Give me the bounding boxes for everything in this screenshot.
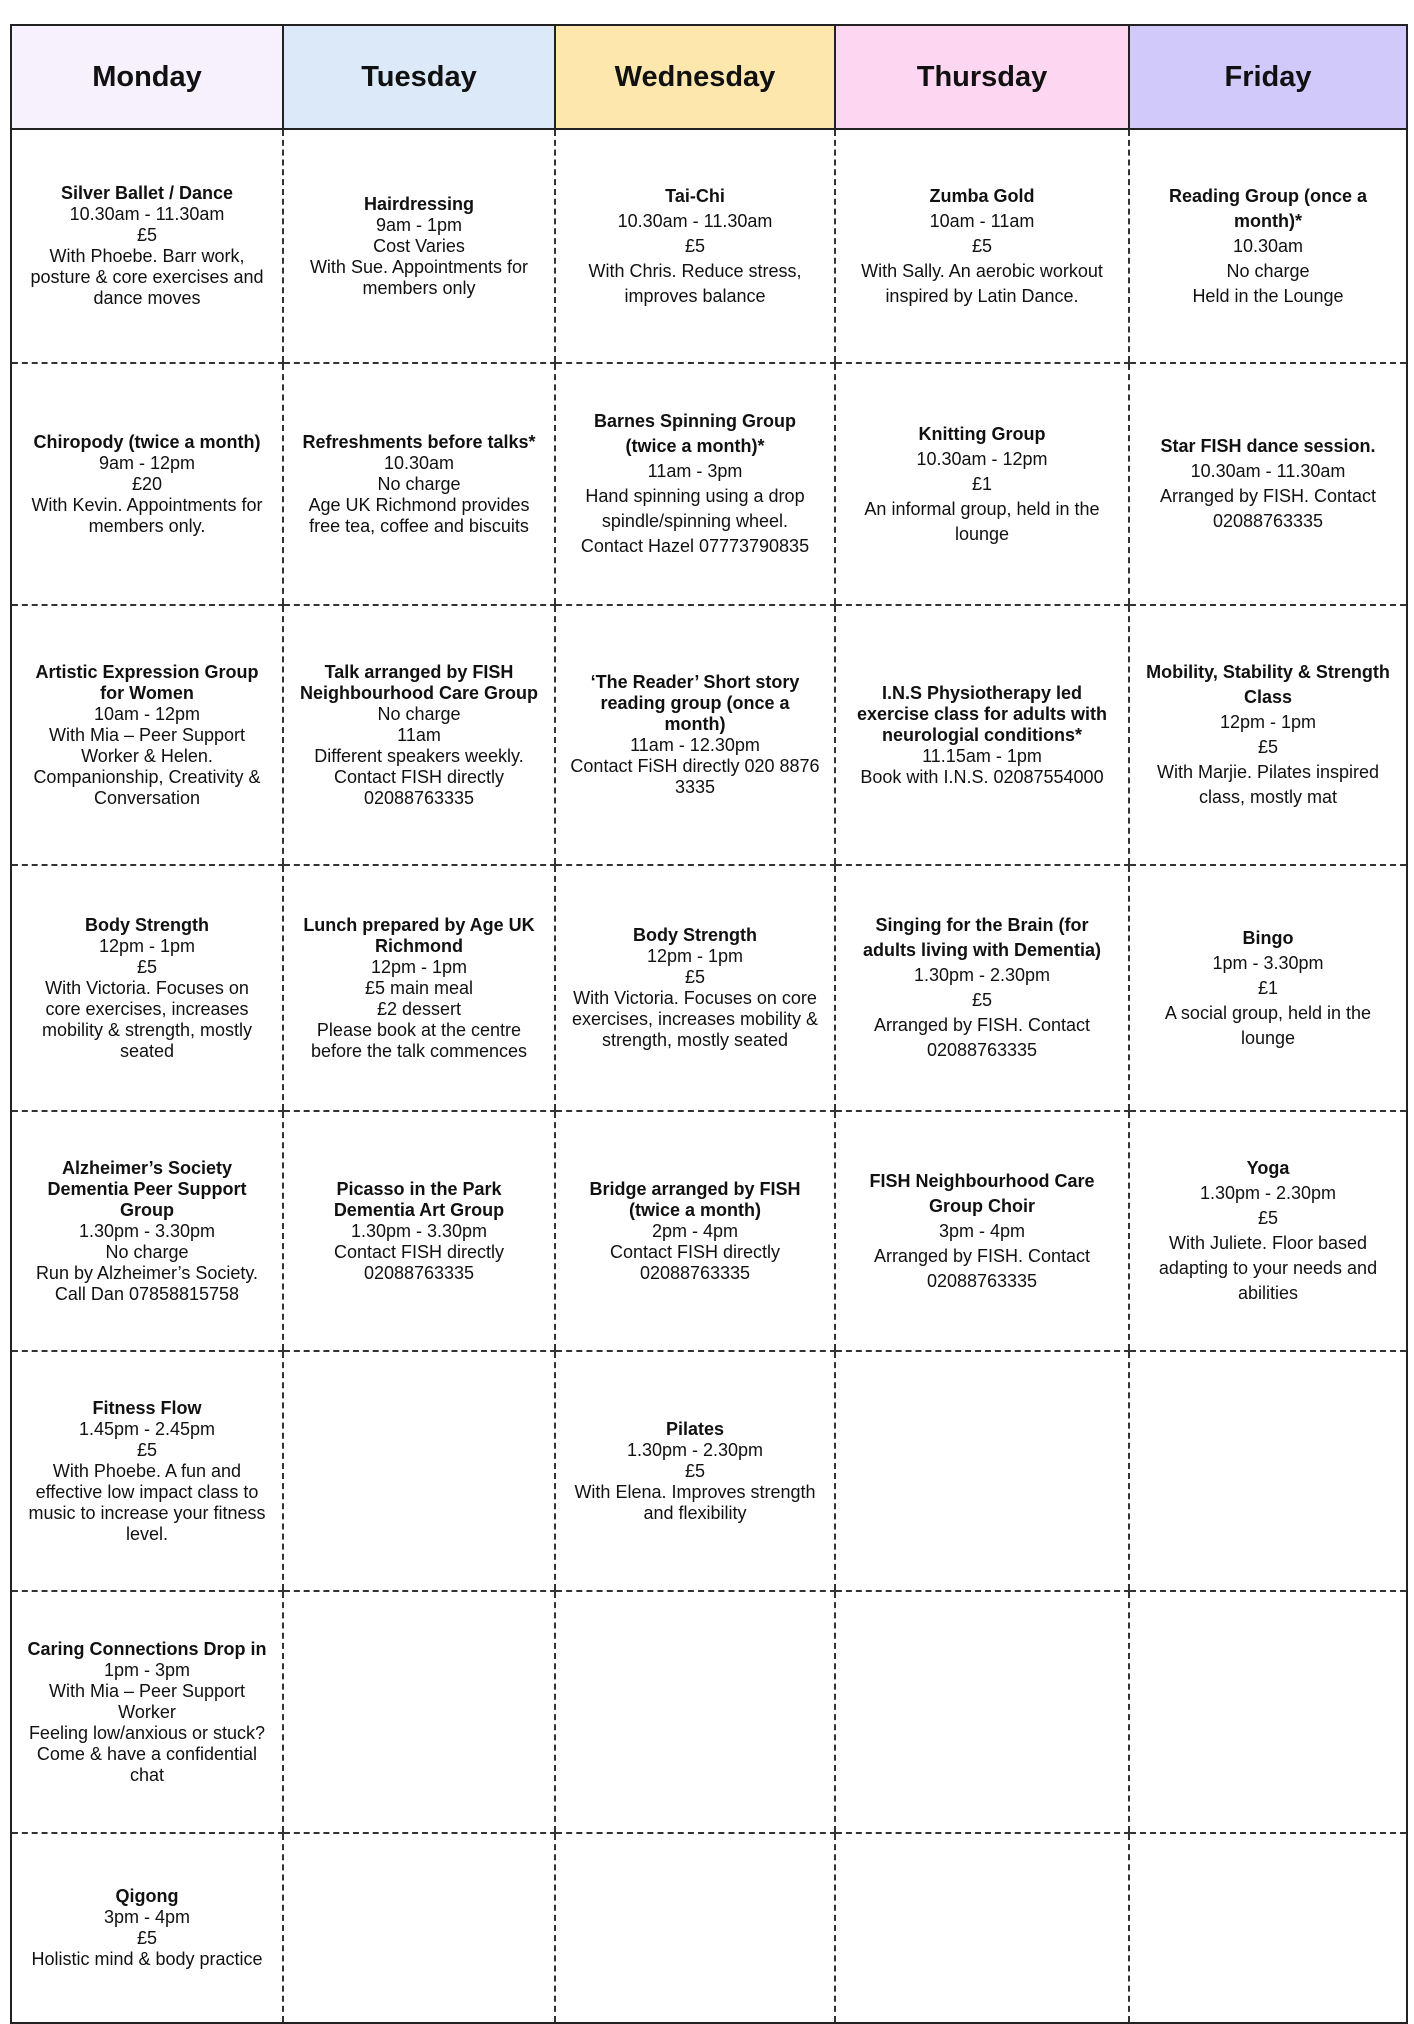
session-detail: Please book at the centre before the talk commences [310, 1019, 528, 1061]
session-title: Mobility, Stability & Strength Class [1146, 662, 1390, 707]
session-cell-thursday [835, 605, 1129, 865]
session-detail: 1.30pm - 2.30pm [1199, 1183, 1337, 1203]
session-detail: 1pm - 3.30pm [1212, 952, 1324, 973]
session-title: Yoga [1246, 1158, 1290, 1178]
session-detail: Contact FISH directly 02088763335 [609, 1241, 781, 1283]
session-detail: With Chris. Reduce stress, improves balance [588, 260, 802, 306]
session-detail: £5 [684, 1460, 706, 1481]
session-cell-tuesday [283, 1111, 555, 1351]
empty-cell [283, 1591, 555, 1833]
session-detail: £5 [971, 235, 993, 256]
session-detail: No charge [377, 473, 461, 494]
session-detail: 12pm - 1pm [98, 935, 196, 956]
session-detail: Contact FiSH directly 020 8876 3335 [570, 756, 820, 797]
session-title: Barnes Spinning Group (twice a month)* [593, 411, 796, 456]
session-detail: No charge [377, 703, 461, 724]
session-cell-monday [11, 865, 283, 1111]
session-cell-monday [11, 1351, 283, 1591]
day-header-monday: Monday [11, 25, 283, 129]
session-title: Fitness Flow [92, 1397, 202, 1418]
session-detail: With Marjie. Pilates inspired class, mostly mat [1156, 762, 1380, 807]
session-title: Chiropody (twice a month) [33, 431, 261, 452]
session-detail: Contact FISH directly 02088763335 [333, 1241, 505, 1283]
session-title: Caring Connections Drop in [27, 1638, 267, 1659]
session-detail: 11am [397, 724, 441, 745]
session-cell-tuesday [283, 605, 555, 865]
session-detail: Run by Alzheimer’s Society. Call Dan 07858815758 [35, 1262, 259, 1304]
session-detail: £5 [971, 990, 993, 1010]
session-detail: 1.30pm - 3.30pm [350, 1220, 488, 1241]
session-detail: With Phoebe. Barr work, posture & core exercises and dance moves [30, 246, 264, 308]
session-detail: 1pm - 3pm [103, 1659, 191, 1680]
session-detail: £1 [971, 473, 993, 494]
session-title: Silver Ballet / Dance [60, 183, 234, 203]
session-detail: An informal group, held in the lounge [864, 498, 1100, 544]
session-cell-friday [1129, 865, 1407, 1111]
session-detail: 10.30am - 11.30am [1190, 461, 1346, 481]
timetable-row [11, 129, 1407, 363]
session-cell-thursday [835, 129, 1129, 363]
session-title: Bingo [1242, 927, 1294, 948]
session-cell-friday [1129, 605, 1407, 865]
session-detail: Cost Varies [373, 235, 465, 256]
session-title: Body Strength [633, 925, 757, 945]
timetable-row [11, 1591, 1407, 1833]
session-title: Pilates [665, 1418, 725, 1439]
session-detail: 10.30am - 11.30am [69, 204, 225, 224]
session-detail: With Sue. Appointments for members only [309, 256, 529, 298]
session-cell-thursday [835, 865, 1129, 1111]
session-title: I.N.S Physiotherapy led exercise class for adults with neurologial conditions* [856, 682, 1108, 745]
session-cell-monday [11, 363, 283, 605]
session-title: ‘The Reader’ Short story reading group (once a month) [590, 672, 800, 734]
session-title: Artistic Expression Group for Women [35, 661, 259, 703]
session-detail: With Juliete. Floor based adapting to your needs and abilities [1158, 1233, 1378, 1303]
session-detail: 9am - 1pm [375, 214, 463, 235]
session-detail: With Elena. Improves strength and flexibility [574, 1481, 816, 1523]
session-detail: £5 [136, 1928, 158, 1948]
session-detail: Book with I.N.S. 02087554000 [860, 766, 1104, 787]
session-detail: £5 [136, 225, 158, 245]
session-detail: 3pm - 4pm [103, 1907, 191, 1927]
session-detail: £5 [1257, 1208, 1279, 1228]
empty-cell [555, 1591, 835, 1833]
session-detail: A social group, held in the lounge [1164, 1002, 1372, 1048]
timetable-row [11, 363, 1407, 605]
session-detail: Holistic mind & body practice [31, 1949, 263, 1969]
session-detail: No charge [105, 1241, 189, 1262]
session-detail: 10.30am [383, 452, 455, 473]
session-detail: £5 main meal [364, 977, 474, 998]
day-header-tuesday: Tuesday [283, 25, 555, 129]
session-cell-wednesday [555, 865, 835, 1111]
session-detail: 2pm - 4pm [651, 1220, 739, 1241]
session-cell-wednesday [555, 363, 835, 605]
session-title: Alzheimer’s Society Dementia Peer Support Group [47, 1157, 247, 1220]
session-cell-wednesday [555, 605, 835, 865]
timetable-row [11, 1111, 1407, 1351]
session-cell-tuesday [283, 865, 555, 1111]
session-detail: 10am - 11am [929, 210, 1035, 231]
session-cell-tuesday [283, 129, 555, 363]
session-cell-monday [11, 129, 283, 363]
session-detail: 1.45pm - 2.45pm [78, 1418, 216, 1439]
session-detail: 11am - 3pm [647, 461, 743, 481]
timetable-row [11, 1833, 1407, 2023]
session-detail: 10.30am - 11.30am [617, 210, 773, 231]
empty-cell [835, 1833, 1129, 2023]
session-title: Talk arranged by FISH Neighbourhood Care Group [300, 661, 538, 703]
session-title: Hairdressing [363, 193, 475, 214]
session-cell-monday [11, 1111, 283, 1351]
session-cell-monday [11, 1591, 283, 1833]
weekly-timetable [10, 24, 1408, 2024]
session-detail: Arranged by FISH. Contact 02088763335 [873, 1015, 1091, 1060]
session-cell-friday [1129, 129, 1407, 363]
empty-cell [283, 1351, 555, 1591]
session-detail: With Victoria. Focuses on core exercises, increases mobility & strength, mostly seated [41, 977, 253, 1061]
empty-cell [835, 1351, 1129, 1591]
session-cell-thursday [835, 1111, 1129, 1351]
session-cell-wednesday [555, 1111, 835, 1351]
session-detail: 10.30am [1232, 235, 1304, 256]
session-detail: 10.30am - 12pm [916, 448, 1048, 469]
session-title: FISH Neighbourhood Care Group Choir [869, 1170, 1095, 1216]
session-cell-friday [1129, 363, 1407, 605]
empty-cell [555, 1833, 835, 2023]
session-detail: Held in the Lounge [1192, 285, 1344, 306]
session-detail: 1.30pm - 2.30pm [913, 965, 1051, 985]
timetable-row [11, 865, 1407, 1111]
session-cell-wednesday [555, 1351, 835, 1591]
empty-cell [1129, 1833, 1407, 2023]
session-detail: Arranged by FISH. Contact 02088763335 [1159, 486, 1377, 531]
session-detail: With Sally. An aerobic workout inspired by Latin Dance. [861, 260, 1103, 306]
day-header-friday: Friday [1129, 25, 1407, 129]
timetable-row [11, 1351, 1407, 1591]
session-title: Zumba Gold [929, 185, 1035, 206]
session-cell-monday [11, 1833, 283, 2023]
session-detail: £20 [131, 473, 163, 494]
session-detail: £5 [136, 956, 158, 977]
session-detail: 12pm - 1pm [646, 946, 744, 966]
session-detail: £5 [684, 235, 706, 256]
session-title: Singing for the Brain (for adults living with Dementia) [862, 915, 1102, 960]
session-detail: £5 [1257, 737, 1279, 757]
session-title: Knitting Group [918, 423, 1046, 444]
session-detail: £5 [136, 1439, 158, 1460]
session-title: Body Strength [85, 914, 209, 935]
session-detail: Different speakers weekly. Contact FISH directly 02088763335 [314, 745, 524, 808]
session-title: Lunch prepared by Age UK Richmond [303, 914, 535, 956]
empty-cell [283, 1833, 555, 2023]
empty-cell [1129, 1591, 1407, 1833]
session-detail: With Phoebe. A fun and effective low impact class to music to increase your fitness level. [28, 1460, 266, 1544]
session-detail: With Kevin. Appointments for members only. [31, 494, 263, 536]
session-detail: 10am - 12pm [93, 703, 201, 724]
session-cell-thursday [835, 363, 1129, 605]
timetable-row [11, 605, 1407, 865]
session-title: Reading Group (once a month)* [1168, 185, 1368, 231]
session-detail: 12pm - 1pm [1219, 712, 1317, 732]
empty-cell [835, 1591, 1129, 1833]
session-detail: With Victoria. Focuses on core exercises, increases mobility & strength, mostly seated [571, 988, 819, 1050]
session-detail: Feeling low/anxious or stuck? Come & have a confidential chat [28, 1722, 266, 1785]
day-header-wednesday: Wednesday [555, 25, 835, 129]
session-detail: £2 dessert [376, 998, 462, 1019]
session-cell-wednesday [555, 129, 835, 363]
session-detail: 3pm - 4pm [938, 1220, 1026, 1241]
day-header-thursday: Thursday [835, 25, 1129, 129]
timetable-body [11, 129, 1407, 2023]
session-detail: 11.15am - 1pm [922, 745, 1042, 766]
session-detail: No charge [1226, 260, 1310, 281]
session-title: Tai-Chi [665, 185, 725, 206]
session-cell-tuesday [283, 363, 555, 605]
session-detail: 1.30pm - 3.30pm [78, 1220, 216, 1241]
session-detail: With Mia – Peer Support Worker & Helen. Companionship, Creativity & Conversation [33, 724, 261, 808]
session-title: Picasso in the Park Dementia Art Group [333, 1178, 505, 1220]
session-title: Star FISH dance session. [1160, 436, 1376, 456]
session-detail: £5 [684, 967, 706, 987]
session-detail: 9am - 12pm [98, 452, 196, 473]
session-cell-friday [1129, 1111, 1407, 1351]
session-title: Bridge arranged by FISH (twice a month) [589, 1178, 801, 1220]
session-detail: 1.30pm - 2.30pm [626, 1439, 764, 1460]
day-header-row [11, 25, 1407, 129]
session-cell-monday [11, 605, 283, 865]
session-title: Refreshments before talks* [302, 431, 536, 452]
session-detail: Hand spinning using a drop spindle/spinning wheel. Contact Hazel 07773790835 [580, 486, 810, 556]
empty-cell [1129, 1351, 1407, 1591]
session-detail: £1 [1257, 977, 1279, 998]
session-detail: With Mia – Peer Support Worker [48, 1680, 246, 1722]
session-title: Qigong [115, 1886, 179, 1906]
session-detail: 11am - 12.30pm [630, 735, 760, 755]
session-detail: Arranged by FISH. Contact 02088763335 [873, 1245, 1091, 1291]
session-detail: Age UK Richmond provides free tea, coffee and biscuits [308, 494, 530, 536]
session-detail: 12pm - 1pm [370, 956, 468, 977]
